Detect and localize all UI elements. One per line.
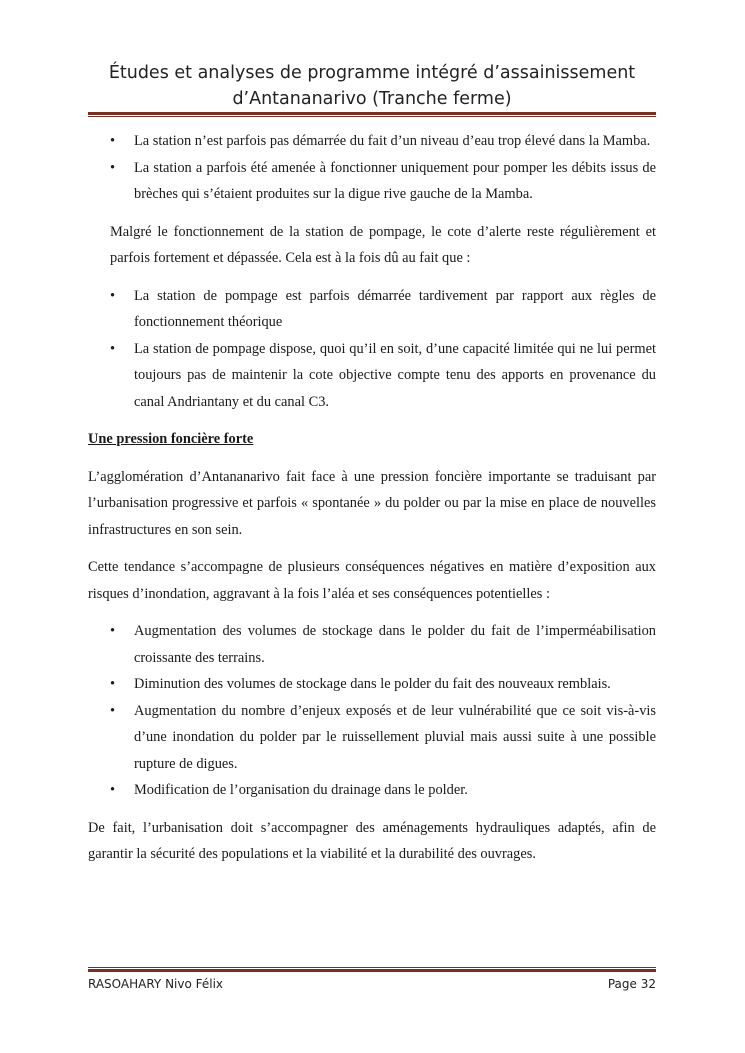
paragraph: L’agglomération d’Antananarivo fait face à une pression foncière importante se traduisant par l’urbanisation progressive et parfois « spontanée » du polder ou par la mise en place de nouvelles infrastructures en son sein.: [88, 468, 656, 538]
paragraph: Cette tendance s’accompagne de plusieurs conséquences négatives en matière d’exposition aux risques d’inondation, aggravant à la fois l’aléa et ses conséquences potentielles :: [88, 559, 656, 602]
list-item: [88, 618, 656, 671]
list-item-text: La station n’est parfois pas démarrée du fait d’un niveau d’eau trop élevé dans la Mamba.: [134, 133, 651, 149]
list-item: [88, 128, 656, 155]
list-item: [88, 671, 656, 698]
footer-author: RASOAHARY Nivo Félix: [88, 977, 224, 991]
page-footer: [88, 977, 656, 991]
list-item-text: Modification de l’organisation du drainage dans le polder.: [134, 782, 468, 798]
list-item-text: Augmentation des volumes de stockage dans le polder du fait de l’imperméabilisation croissante des terrains.: [134, 623, 656, 666]
header-title-line-2: d’Antananarivo (Tranche ferme): [232, 89, 512, 109]
bullet-icon: •: [110, 133, 116, 149]
footer-rule: [88, 967, 656, 972]
header-title-line-1: Études et analyses de programme intégré d’assainissement: [108, 63, 636, 83]
paragraph: De fait, l’urbanisation doit s’accompagner des aménagements hydrauliques adaptés, afin de garantir la sécurité des populations et la viabilité et la durabilité des ouvrages.: [88, 819, 656, 862]
header-rule: [88, 112, 656, 117]
bullet-icon: •: [110, 782, 116, 798]
bullet-list-pumping: [88, 283, 656, 416]
bullet-icon: •: [110, 159, 116, 176]
list-item-text: Augmentation du nombre d’enjeux exposés et de leur vulnérabilité que ce soit vis-à-vis d’une inondation du polder par le ruissellement pluvial mais aussi suite à une possible rupture de digues.: [134, 702, 656, 772]
bullet-icon: •: [110, 623, 116, 639]
bullet-list-station: [88, 128, 656, 208]
list-item-text: La station de pompage dispose, quoi qu’il en soit, d’une capacité limitée qui ne lui permet toujours pas de maintenir la cote objective compte tenu des apports en provenance du canal Andriantany et du canal C3.: [134, 340, 656, 410]
bullet-icon: •: [110, 702, 116, 719]
page-number: Page 32: [607, 977, 656, 991]
bullet-icon: •: [110, 676, 116, 692]
list-item: [88, 283, 656, 336]
list-item: [88, 336, 656, 416]
list-item-text: La station a parfois été amenée à fonctionner uniquement pour pomper les débits issus de brèches qui s’étaient produites sur la digue rive gauche de la Mamba.: [134, 159, 656, 202]
page-content: [88, 128, 656, 868]
list-item-text: Diminution des volumes de stockage dans le polder du fait des nouveaux remblais.: [134, 676, 611, 692]
section-title: Une pression foncière forte: [88, 431, 254, 447]
paragraph: Malgré le fonctionnement de la station de pompage, le cote d’alerte reste régulièrement et parfois fortement et dépassée. Cela est à la fois dû au fait que :: [110, 223, 656, 266]
list-item: [88, 698, 656, 778]
bullet-list-consequences: [88, 618, 656, 804]
page-header: [88, 60, 656, 112]
bullet-icon: •: [110, 340, 116, 357]
list-item-text: La station de pompage est parfois démarrée tardivement par rapport aux règles de fonctionnement théorique: [134, 287, 656, 330]
list-item: [88, 777, 656, 804]
list-item: [88, 155, 656, 208]
bullet-icon: •: [110, 287, 116, 304]
